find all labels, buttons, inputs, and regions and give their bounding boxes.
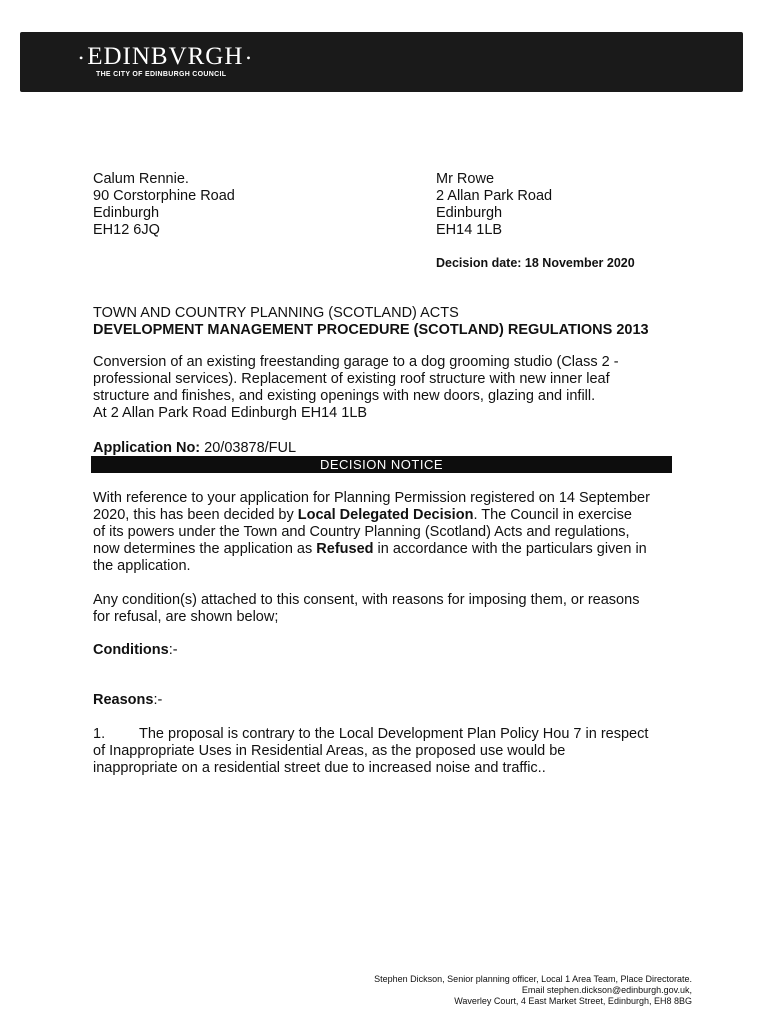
- address-line: EH14 1LB: [436, 222, 503, 238]
- reason-line: inappropriate on a residential street due to increased noise and traffic..: [93, 760, 546, 776]
- conditions-suffix: :-: [168, 642, 178, 658]
- body-line: [93, 507, 693, 524]
- reasons-suffix: :-: [153, 692, 163, 708]
- body-text: . The Council in exercise: [473, 507, 632, 523]
- decision-notice-banner: DECISION NOTICE: [91, 456, 672, 473]
- body-line: With reference to your application for Planning Permission registered on 14 September: [93, 490, 650, 506]
- address-line: 90 Corstorphine Road: [93, 188, 235, 204]
- body-text: now determines the application as: [93, 541, 317, 557]
- reason-line: of Inappropriate Uses in Residential Areas, as the proposed use would be: [93, 743, 566, 759]
- reason-line: [93, 726, 693, 743]
- logo-subtitle: THE CITY OF EDINBURGH COUNCIL: [96, 71, 227, 78]
- address-line: Edinburgh: [93, 205, 160, 221]
- reasons-label: Reasons: [93, 692, 154, 708]
- conditions-paragraph: [93, 592, 693, 626]
- reason-item: [93, 726, 693, 777]
- body-line: the application.: [93, 558, 191, 574]
- regulations-line: DEVELOPMENT MANAGEMENT PROCEDURE (SCOTLAND) REGULATIONS 2013: [93, 322, 649, 338]
- header-bar: [20, 32, 743, 92]
- proposal-line: structure and finishes, and existing openings with new doors, glazing and infill.: [93, 388, 596, 404]
- footer-email: Email stephen.dickson@edinburgh.gov.uk,: [521, 985, 692, 995]
- decision-date: Decision date: 18 November 2020: [436, 256, 635, 270]
- reason-text: The proposal is contrary to the Local Development Plan Policy Hou 7 in respect: [139, 726, 649, 742]
- officer-footer: [374, 974, 692, 1007]
- body-line: of its powers under the Town and Country Planning (Scotland) Acts and regulations,: [93, 524, 630, 540]
- logo-text: EDINBVRGH: [87, 43, 244, 70]
- reason-number: 1.: [93, 726, 106, 742]
- acts-heading: [93, 305, 693, 339]
- body-line: for refusal, are shown below;: [93, 609, 279, 625]
- conditions-label: Conditions: [93, 642, 169, 658]
- address-line: 2 Allan Park Road: [436, 188, 553, 204]
- council-logo: [76, 44, 255, 71]
- proposal-line: professional services). Replacement of existing roof structure with new inner leaf: [93, 371, 610, 387]
- application-value: 20/03878/FUL: [204, 440, 297, 456]
- proposal-line: At 2 Allan Park Road Edinburgh EH14 1LB: [93, 405, 368, 421]
- acts-line: TOWN AND COUNTRY PLANNING (SCOTLAND) ACTS: [93, 305, 459, 321]
- logo-dot-right: •: [246, 51, 252, 66]
- decision-type: Local Delegated Decision: [297, 507, 474, 523]
- application-number: [93, 440, 693, 457]
- conditions-heading: [93, 642, 693, 659]
- decision-outcome: Refused: [316, 541, 374, 557]
- application-label: Application No:: [93, 440, 201, 456]
- applicant-address: [93, 171, 235, 239]
- body-line: [93, 541, 693, 558]
- body-text: in accordance with the particulars given in: [373, 541, 647, 557]
- address-line: Edinburgh: [436, 205, 503, 221]
- footer-line: Stephen Dickson, Senior planning officer, Local 1 Area Team, Place Directorate.: [374, 974, 692, 984]
- footer-line: Waverley Court, 4 East Market Street, Edinburgh, EH8 8BG: [454, 996, 692, 1006]
- decision-paragraph: [93, 490, 693, 575]
- body-text: 2020, this has been decided by: [93, 507, 298, 523]
- logo-dot-left: •: [79, 51, 85, 66]
- address-line: EH12 6JQ: [93, 222, 160, 238]
- reasons-heading: [93, 692, 693, 709]
- proposal-description: [93, 354, 693, 422]
- address-line: Mr Rowe: [436, 171, 495, 187]
- address-line: Calum Rennie.: [93, 171, 189, 187]
- proposal-line: Conversion of an existing freestanding garage to a dog grooming studio (Class 2 -: [93, 354, 619, 370]
- recipient-address: [436, 171, 552, 239]
- body-line: Any condition(s) attached to this consent, with reasons for imposing them, or reasons: [93, 592, 640, 608]
